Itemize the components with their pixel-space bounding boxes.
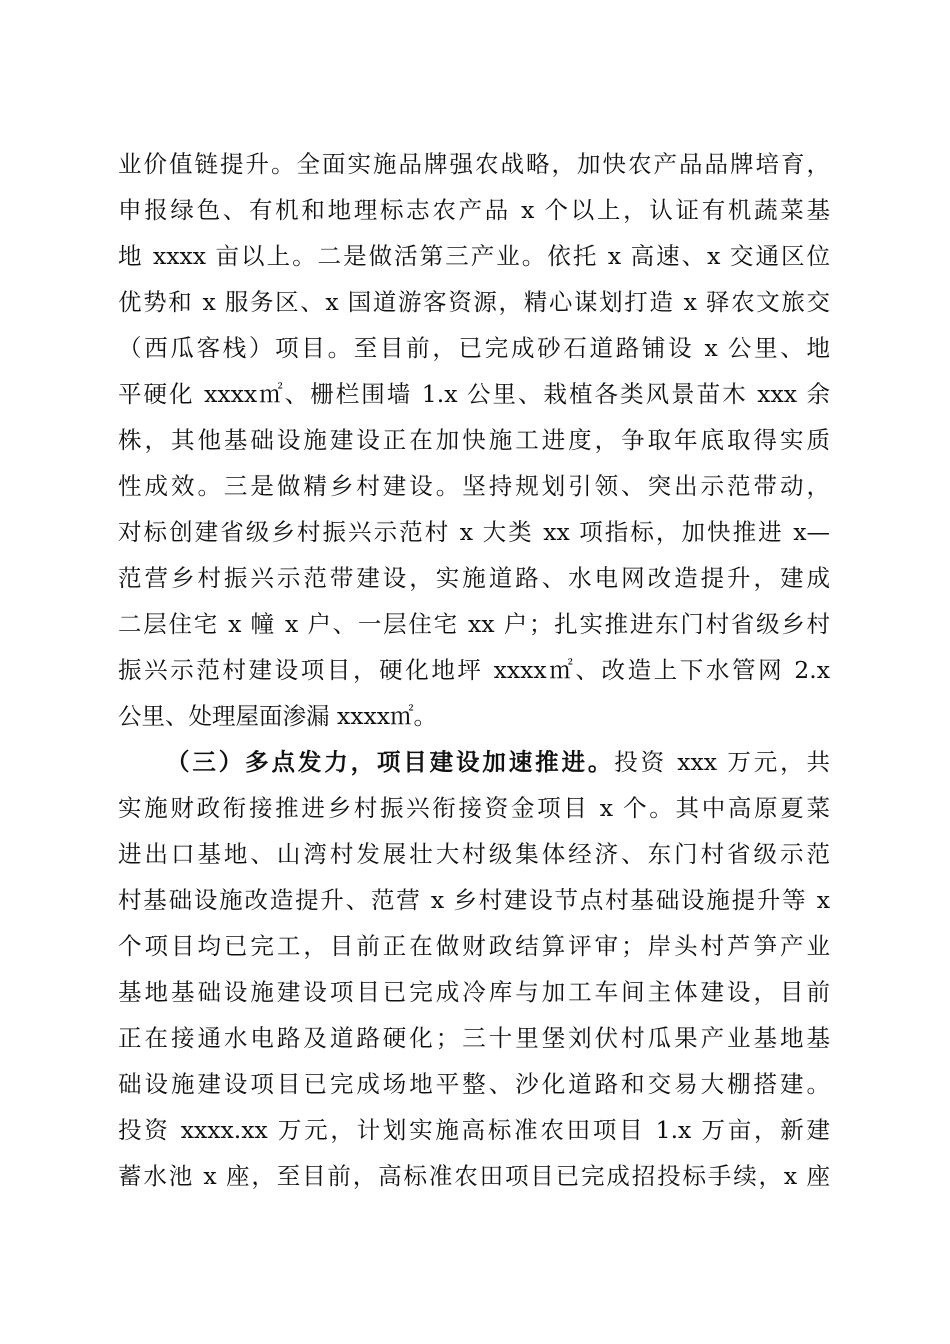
text-line-first [166, 740, 830, 784]
text-line: 范营乡村振兴示范带建设，实施道路、水电网改造提升，建成 [118, 564, 830, 592]
text-line: 公里、处理屋面渗漏 xxxx㎡。 [118, 702, 437, 730]
text-line: 业价值链提升。全面实施品牌强农战略，加快农产品品牌培育， [118, 150, 830, 178]
text-line: 进出口基地、山湾村发展壮大村级集体经济、东门村省级示范 [118, 840, 830, 868]
text-line: 实施财政衔接推进乡村振兴衔接资金项目 x 个。其中高原夏菜 [118, 794, 830, 822]
text-line: 蓄水池 x 座，至目前，高标准农田项目已完成招投标手续，x 座 [118, 1162, 830, 1190]
text-line: 础设施建设项目已完成场地平整、沙化道路和交易大棚搭建。 [118, 1070, 830, 1098]
text-line: 优势和 x 服务区、x 国道游客资源，精心谋划打造 x 驿农文旅交 [118, 288, 830, 316]
text-line: 基地基础设施建设项目已完成冷库与加工车间主体建设，目前 [118, 978, 830, 1006]
text-line: 对标创建省级乡村振兴示范村 x 大类 xx 项指标，加快推进 x— [118, 518, 830, 546]
section-heading: （三）多点发力，项目建设加速推进。 [166, 748, 615, 776]
text-line: （西瓜客栈）项目。至目前，已完成砂石道路铺设 x 公里、地 [118, 334, 830, 362]
text-line: 投资 xxxx.xx 万元，计划实施高标准农田项目 1.x 万亩，新建 [118, 1116, 830, 1144]
text-line: 二层住宅 x 幢 x 户、一层住宅 xx 户；扎实推进东门村省级乡村 [118, 610, 830, 638]
text-line: 正在接通水电路及道路硬化；三十里堡刘伏村瓜果产业基地基 [118, 1024, 830, 1052]
text-line: 村基础设施改造提升、范营 x 乡村建设节点村基础设施提升等 x [118, 886, 830, 914]
text-line: 申报绿色、有机和地理标志农产品 x 个以上，认证有机蔬菜基 [118, 196, 830, 224]
text-line: 平硬化 xxxx㎡、栅栏围墙 1.x 公里、栽植各类风景苗木 xxx 余 [118, 380, 830, 408]
text-line: 株，其他基础设施建设正在加快施工进度，争取年底取得实质 [118, 426, 830, 454]
text-line: 振兴示范村建设项目，硬化地坪 xxxx㎡、改造上下水管网 2.x [118, 656, 830, 684]
text-line: 个项目均已完工，目前正在做财政结算评审；岸头村芦笋产业 [118, 932, 830, 960]
text-line: 性成效。三是做精乡村建设。坚持规划引领、突出示范带动， [118, 472, 830, 500]
text-line: 地 xxxx 亩以上。二是做活第三产业。依托 x 高速、x 交通区位 [118, 242, 830, 270]
text-fragment: 投资 xxx 万元，共 [614, 748, 830, 776]
